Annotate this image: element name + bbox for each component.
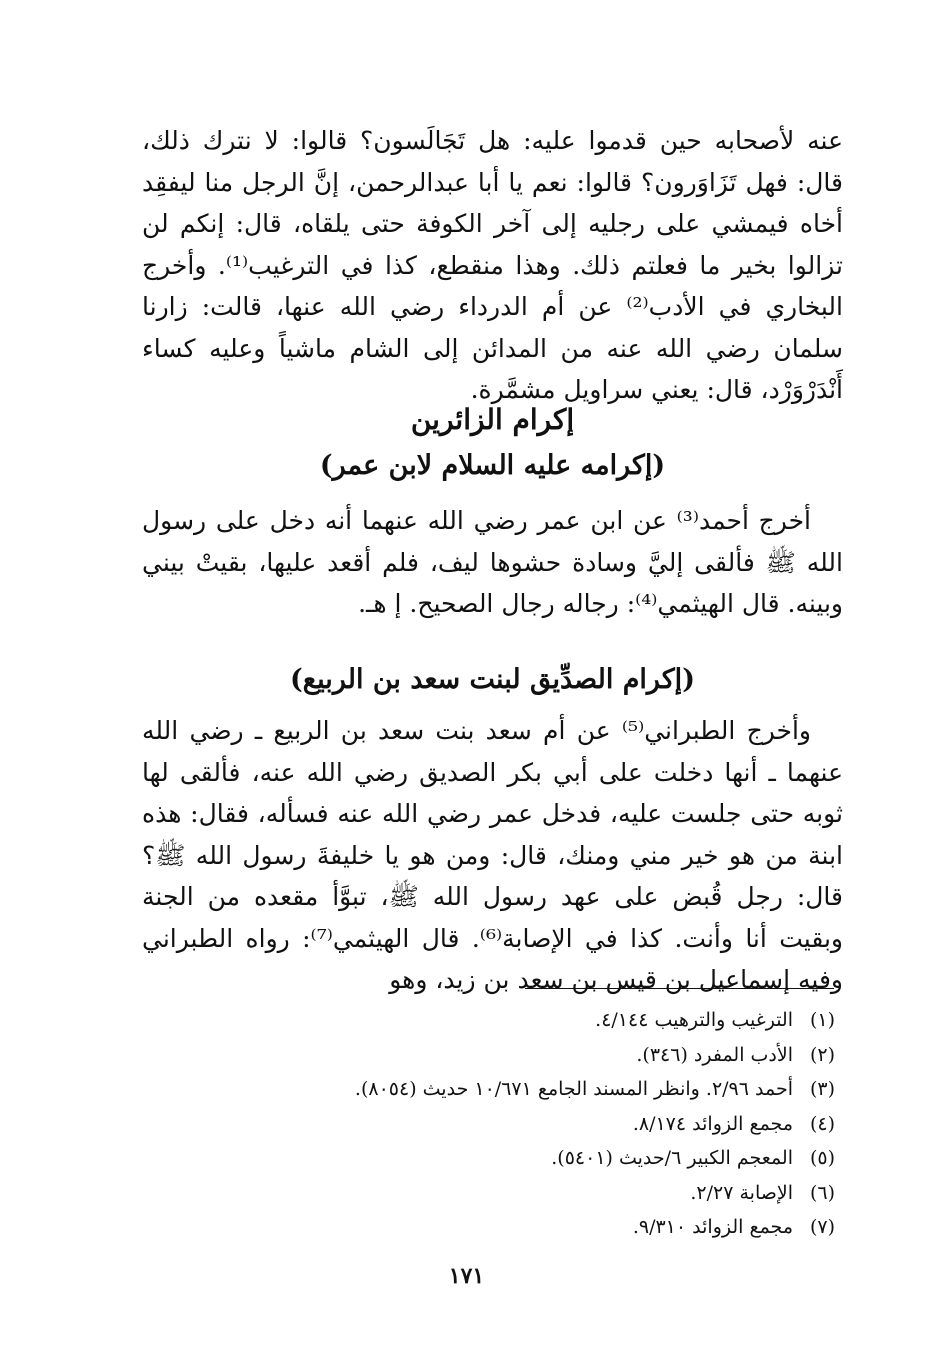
footnote-text: الترغيب والترهيب ٤/١٤٤. bbox=[595, 1009, 793, 1031]
subsection-heading-siddiq: (إكرام الصدِّيق لبنت سعد بن الربيع) bbox=[290, 664, 695, 695]
footnote-item bbox=[145, 1072, 835, 1107]
footnote-item bbox=[145, 1210, 835, 1245]
footnote-text: المعجم الكبير ٦/حديث (٥٤٠١). bbox=[551, 1147, 793, 1169]
paragraph-text: أخرج أحمد⁽³⁾ عن ابن عمر رضي الله عنهما أنه دخل على رسول الله ﷺ فألقى إليَّ وسادة حشوها ليف، فلم أقعد عليها، بقيتْ بيني وبينه. قال الهيثمي⁽⁴⁾: رجاله رجال الصحيح. إ هـ. bbox=[142, 506, 843, 618]
footnote-item bbox=[145, 1107, 835, 1142]
paragraph-text: وأخرج الطبراني⁽⁵⁾ عن أم سعد بنت سعد بن الربيع ـ رضي الله عنهما ـ أنها دخلت على أبي بكر الصديق رضي الله عنه، فألقى لها ثوبه حتى جلست عليه، فدخل عمر رضي الله عنه فسأله، فقال: هذه ابنة من هو خير مني ومنك، قال: ومن هو يا خليفةَ رسول الله ﷺ؟ قال: رجل قُبض على عهد رسول الله ﷺ، تبوَّأ مقعده من الجنة وبقيت أنا وأنت. كذا في الإصابة⁽⁶⁾. قال الهيثمي⁽⁷⁾: رواه الطبراني وفيه إسماعيل بن قيس بن سعد بن زيد، وهو bbox=[142, 716, 843, 994]
footnote-text: الإصابة ٢/٢٧. bbox=[690, 1181, 793, 1204]
footnote-text: مجمع الزوائد ٩/٣١٠. bbox=[632, 1216, 793, 1238]
footnote-number: (٥) bbox=[809, 1147, 835, 1169]
footnote-number: (٣) bbox=[809, 1078, 835, 1100]
footnote-text: أحمد ٢/٩٦. وانظر المسند الجامع ١٠/٦٧١ حديث (٨٠٥٤). bbox=[354, 1078, 793, 1100]
paragraph-ibn-umar bbox=[142, 500, 843, 625]
footnote-text: مجمع الزوائد ٨/١٧٤. bbox=[632, 1112, 793, 1135]
paragraph-text: عنه لأصحابه حين قدموا عليه: هل تَجَالَسون؟ قالوا: لا نترك ذلك، قال: فهل تَزَاوَرون؟ قالوا: نعم يا أبا عبدالرحمن، إنَّ الرجل منا ليفقِد أخاه فيمشي على رجليه إلى آخر الكوفة حتى يلقاه، قال: إنكم لن تزالوا بخير ما فعلتم ذلك. وهذا منقطع، كذا في الترغيب⁽¹⁾. وأخرج البخاري في الأدب⁽²⁾ عن أم الدرداء رضي الله عنها، قالت: زارنا سلمان رضي الله عنه من المدائن إلى الشام ماشياً وعليه كساء أَنْدَرْوَرْد، قال: يعني سراويل مشمَّرة. bbox=[142, 126, 843, 404]
footnote-number: (٦) bbox=[809, 1181, 835, 1204]
footnote-number: (١) bbox=[809, 1009, 835, 1031]
section-heading: إكرام الزائرين bbox=[410, 403, 575, 436]
footnote-item bbox=[145, 1176, 835, 1211]
footnotes-list bbox=[145, 1003, 835, 1245]
footnote-item bbox=[145, 1141, 835, 1176]
footnote-text: الأدب المفرد (٣٤٦). bbox=[636, 1043, 793, 1066]
footnote-number: (٢) bbox=[809, 1043, 835, 1066]
page-number: ١٧١ bbox=[448, 1263, 485, 1289]
paragraph-siddiq bbox=[142, 710, 843, 1001]
footnote-separator bbox=[525, 988, 834, 989]
footnote-item bbox=[145, 1038, 835, 1073]
paragraph-visit-narration bbox=[142, 120, 843, 411]
footnote-number: (٤) bbox=[809, 1112, 835, 1135]
footnote-item bbox=[145, 1003, 835, 1038]
footnote-number: (٧) bbox=[809, 1216, 835, 1238]
subsection-heading-ibn-umar: (إكرامه عليه السلام لابن عمر) bbox=[319, 450, 666, 481]
